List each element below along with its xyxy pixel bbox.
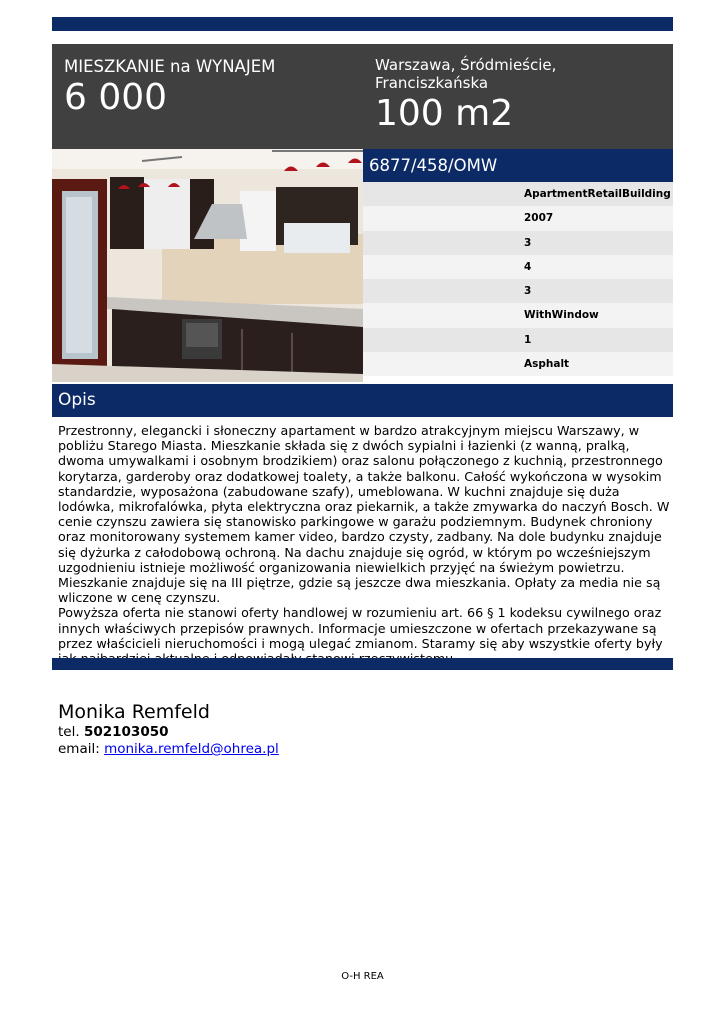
top-accent-bar — [52, 17, 673, 31]
param-row-building-type: ApartmentRetailBuilding — [363, 182, 673, 206]
param-row-4: 4 — [363, 255, 673, 279]
listing-location: Warszawa, Śródmieście, Franciszkańska — [375, 56, 557, 92]
header-left — [64, 56, 275, 118]
kitchen-photo-illustration — [52, 149, 363, 382]
email-label: email: — [58, 741, 100, 757]
listing-area: 100 m2 — [375, 93, 514, 134]
header-right — [375, 56, 665, 134]
param-row-5: 3 — [363, 279, 673, 303]
param-row-3: 3 — [363, 231, 673, 255]
listing-type: MIESZKANIE na WYNAJEM — [64, 57, 276, 76]
phone-label: tel. — [58, 724, 80, 740]
disclaimer-paragraph: Powyższa oferta nie stanowi oferty handlowej w rozumieniu art. 66 § 1 kodeksu cywilnego oraz innych właściwych przepisów prawnych. Informacje umieszczone w ofertach przekazywane są przez właścicieli nieruchomości i mogą ulegać zmianom. Staramy się aby wszystkie oferty były — [58, 605, 663, 651]
email-link[interactable]: monika.remfeld@ohrea.pl — [104, 741, 279, 757]
description-text — [58, 423, 670, 666]
listing-header — [52, 44, 673, 149]
agent-contact — [58, 700, 279, 758]
agent-name: Monika Remfeld — [58, 701, 210, 723]
property-photo — [52, 149, 363, 382]
agent-email-line — [58, 741, 279, 758]
param-row-kitchen-window: WithWindow — [363, 303, 673, 327]
param-row-year: 2007 — [363, 206, 673, 230]
description-paragraph: Przestronny, elegancki i słoneczny apartament w bardzo atrakcyjnym miejscu Warszawy, w pobliżu Starego Miasta. Mieszkanie składa się z dwóch sypialni i łazienki (z wanną, pralką, dwoma umywalkami i osobnym brodzikiem) oraz salonu połączonego z kuchnią, przestronnego korytarza, garderoby oraz dodatkowej toalety, a także balkonu. Całość wykończona w wysokim standardzie, wyposażona (zabudowane szafy), umeblowana. W kuchni znajduje się duża lodówka, mikrofalówka, płyta elektryczna oraz piekarnik, a także zmywarka do naczyń Bosch. W cenie czynszu zawiera się stanowisko parkingowe w garażu podziemnym. Budynek chroniony oraz monitorowany systemem kamer video, bardzo czysty, zadbany. Na dole budynku znajduje się dyżurka z całodobową ochroną. Na dachu znajduje się ogród, w którym po wcześniejszym uzgodnieniu istnieje możliwość organizowania niewielkich przyjęć na świeżym powietrzu. Mieszkanie znajduje się na III piętrze, gdzie są jeszcze dwa mieszkania. Opłaty za media nie są wliczone w cenę czynszu. — [58, 423, 670, 606]
listing-price: 6 000 — [64, 77, 168, 118]
parameter-table — [363, 182, 673, 376]
footer-company: O-H REA — [341, 971, 384, 982]
bottom-accent-bar — [52, 658, 673, 670]
param-row-7: 1 — [363, 328, 673, 352]
reference-number: 6877/458/OMW — [363, 149, 673, 182]
description-heading: Opis — [52, 384, 673, 417]
phone-number: 502103050 — [83, 724, 169, 740]
agent-phone-line — [58, 724, 279, 741]
param-row-road-surface: Asphalt — [363, 352, 673, 376]
